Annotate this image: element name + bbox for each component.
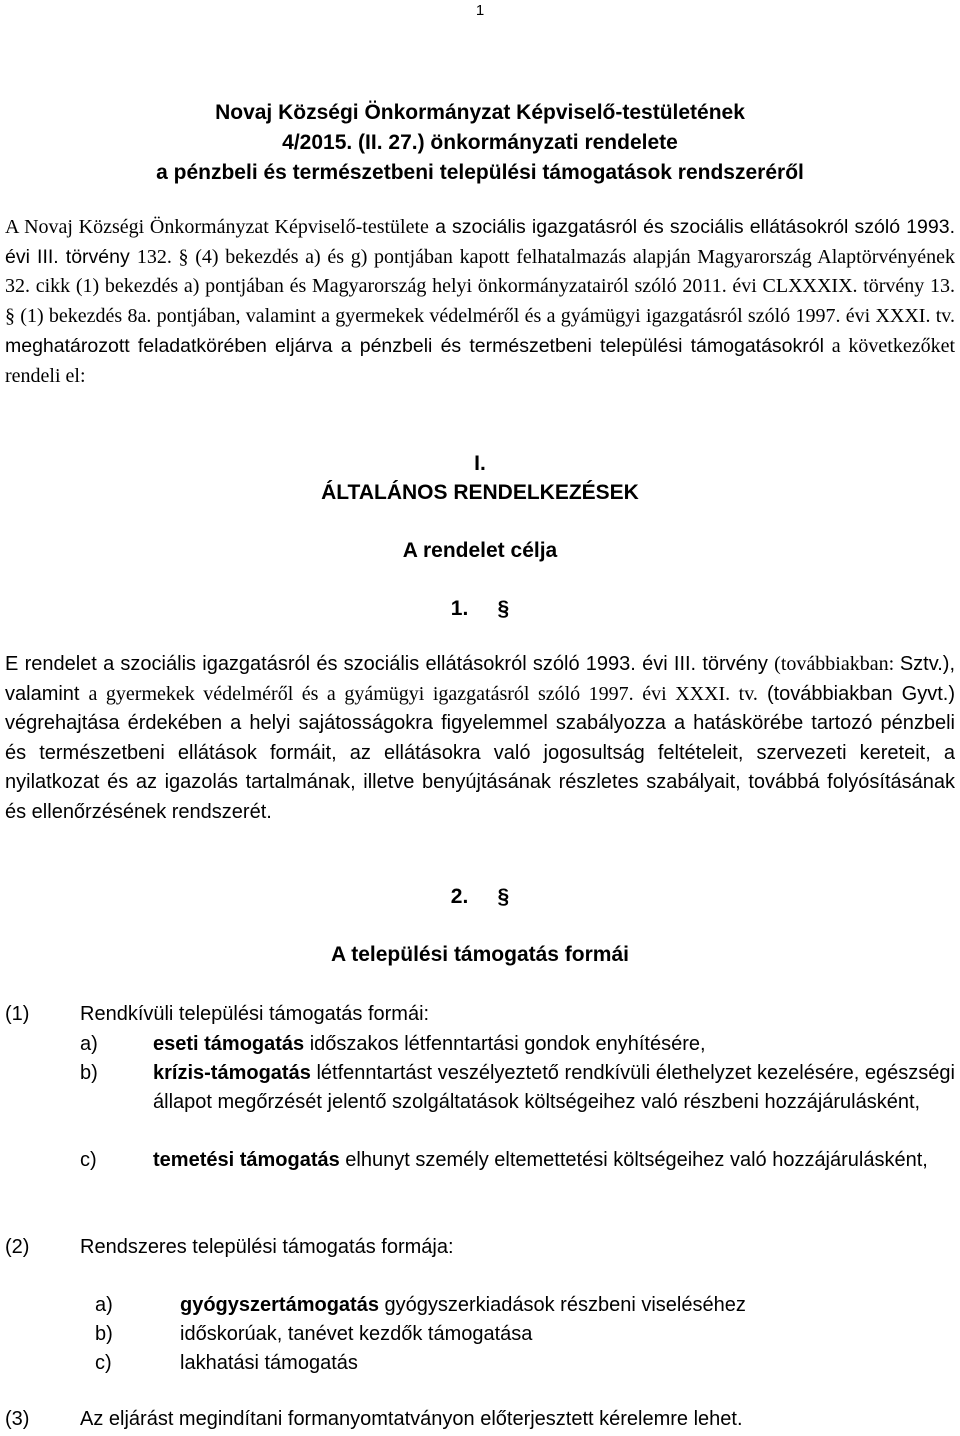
item-2-a-text	[180, 1291, 955, 1320]
section-2-num: 2.	[450, 885, 469, 908]
item-2-a-letter: a)	[95, 1294, 113, 1316]
item-1-b-letter: b)	[80, 1062, 98, 1084]
item-1-text: Rendkívüli települési támogatás formái:	[80, 1003, 430, 1025]
item-1-b-text	[153, 1059, 955, 1117]
section-1-text-4: a gyermekek védelméről és a gyámügyi igazgatásról szóló 1997. évi XXXI. tv.	[88, 682, 758, 705]
item-2-c-letter: c)	[95, 1352, 112, 1374]
item-3-text: Az eljárást megindítani formanyomtatványon előterjesztett kérelemre lehet.	[80, 1408, 743, 1430]
item-2-text: Rendszeres települési támogatás formája:	[80, 1236, 454, 1258]
item-1-c-bold: temetési támogatás	[153, 1149, 340, 1171]
section-1-heading: A rendelet célja	[402, 539, 558, 562]
item-1-a-text	[153, 1030, 955, 1059]
item-2-a-bold: gyógyszertámogatás	[180, 1294, 379, 1316]
section-1-text	[5, 650, 955, 827]
section-1-number	[0, 597, 960, 621]
item-2-b-rest: időskorúak, tanévet kezdők támogatása	[180, 1323, 533, 1345]
item-2-b-letter: b)	[95, 1323, 113, 1345]
section-1-text-1: E rendelet a szociális igazgatásról és szociális ellátásokról szóló 1993. évi III. törvény	[5, 653, 775, 675]
item-1-c-text	[153, 1146, 955, 1175]
item-2-number: (2)	[5, 1236, 30, 1258]
item-2-a-rest: gyógyszerkiadások részbeni viseléséhez	[378, 1294, 746, 1316]
section-2-heading: A települési támogatás formái	[331, 943, 629, 966]
chapter-title: ÁLTALÁNOS RENDELKEZÉSEK	[321, 481, 639, 504]
preamble-part-2: a szociális igazgatásról és szociális ellátásokról szóló 1993. évi III. törvény	[5, 216, 955, 268]
item-1-c-rest: elhunyt személy eltemettetési költségeihez való hozzájárulásként,	[339, 1149, 928, 1171]
section-1-text-2: (továbbiakban:	[774, 653, 900, 675]
item-2-b-text	[180, 1320, 955, 1349]
preamble-part-3: 132. § (4) bekezdés a) és g) pontjában kapott felhatalmazás alapján Magyarország Alaptörvényének 32. cikk (1) bekezdés a) pontjában és Magyarország helyi önkormányzatairól szóló 2011. évi CLXXXIX. törvény 13. § (1) bekezdés 8a. pontjában, valamint a gyermekek védelméről és a gyámügyi igazgatásról szóló 1997. évi XXXI. tv.	[5, 245, 955, 328]
chapter-number: I.	[474, 452, 486, 475]
title-line-1: Novaj Községi Önkormányzat Képviselő-testületének	[215, 101, 745, 124]
item-1-b-rest: létfenntartást veszélyeztető rendkívüli élethelyzet kezelésére, egészségi állapot megőrzését jelentő szolgáltatások költségeihez való részbeni hozzájárulásként,	[153, 1062, 955, 1113]
item-1-c-letter: c)	[80, 1149, 97, 1171]
item-1-a-rest: időszakos létfenntartási gondok enyhítésére,	[304, 1033, 706, 1055]
item-2-c-text	[180, 1349, 955, 1378]
section-1-symbol: §	[497, 597, 510, 620]
item-1-a-bold: eseti támogatás	[153, 1033, 305, 1055]
preamble-part-5: a pénzbeli és természetbeni települési támogatásokról	[340, 334, 824, 357]
page-number: 1	[475, 2, 485, 19]
preamble-part-1: A Novaj Községi Önkormányzat Képviselő-testülete	[5, 216, 429, 238]
item-3-number: (3)	[5, 1408, 30, 1430]
item-1-number: (1)	[5, 1003, 30, 1025]
section-1-text-5: (továbbiakban Gyvt.) végrehajtása érdekében a helyi sajátosságokra figyelemmel szabályozza a hatáskörébe tartozó pénzbeli és természetbeni ellátások formáit, az ellátásokra való jogosultság feltételeit, szervezeti kereteit, a nyilatkozat és az igazolás tartalmának, illetve benyújtásának részletes szabályait, továbbá folyósításának és ellenőrzésének rendszerét.	[5, 682, 955, 823]
item-1-b-bold: krízis-támogatás	[153, 1062, 311, 1084]
title-line-2: 4/2015. (II. 27.) önkormányzati rendelete	[282, 131, 678, 154]
preamble-part-6: a következőket rendeli el:	[5, 334, 956, 387]
section-2-symbol: §	[497, 885, 510, 908]
preamble	[5, 213, 955, 391]
item-1-a-letter: a)	[80, 1033, 98, 1055]
preamble-part-4: meghatározott feladatkörében eljárva	[5, 334, 341, 357]
section-1-num: 1.	[450, 597, 469, 620]
title-line-3: a pénzbeli és természetbeni települési támogatások rendszeréről	[156, 161, 804, 184]
item-2-c-rest: lakhatási támogatás	[180, 1352, 358, 1374]
section-2-number	[0, 885, 960, 909]
section-1-text-3: Sztv.), valamint	[5, 653, 955, 705]
